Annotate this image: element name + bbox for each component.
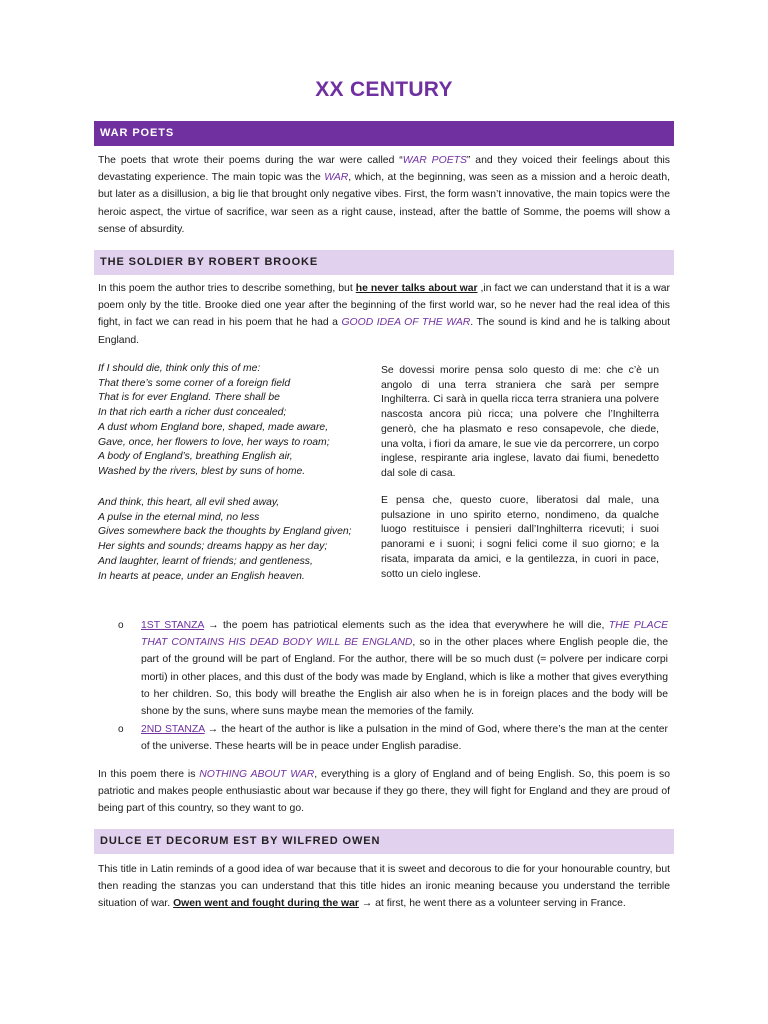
section-header-war-poets: WAR POETS: [94, 121, 674, 146]
poem-line: Washed by the rivers, blest by suns of home.: [98, 465, 306, 477]
section-header-dulce-et-decorum-est: DULCE ET DECORUM EST BY WILFRED OWEN: [94, 829, 674, 854]
poem-line: A pulse in the eternal mind, no less: [98, 511, 260, 523]
document-title: XX CENTURY: [315, 78, 453, 101]
emphasis-nothing-about-war: NOTHING ABOUT WAR: [199, 769, 315, 780]
poem-line: A body of England’s, breathing English air,: [98, 451, 293, 463]
emphasis-owen-fought: Owen went and fought during the war: [173, 898, 359, 910]
arrow-right-icon: →: [358, 898, 373, 910]
poem-line: Gave, once, her flowers to love, her ways to roam;: [98, 436, 330, 448]
section-header-the-soldier: THE SOLDIER BY ROBERT BROOKE: [94, 250, 674, 275]
stanza-1-label: 1ST STANZA: [141, 620, 204, 631]
poem-line: That is for ever England. There shall be: [98, 392, 280, 404]
emphasis-place-dead-body-england: THE PLACE THAT CONTAINS HIS DEAD BODY WILL BE ENGLAND: [141, 620, 669, 649]
bullet-first-stanza-text: 1ST STANZA → the poem has patriotical elements such as the idea that everywhere he will die, THE PLACE THAT CONTAINS HIS DEAD BODY WILL BE ENGLAND, so in the other places where English people die, the part of the ground will be part of England. For the author, there will be so much dust (= polvere per indicare corpi morti) in other places, and this dust of the body was made by England, which is like a mother that gives everything to her children. So, this body will breathe the English air also when he is in foreign places and the body will be shone by the suns, where suns maybe mean the memories of the family.: [141, 620, 669, 718]
arrow-right-icon: →: [207, 724, 219, 735]
arrow-right-icon: →: [208, 620, 219, 631]
poem-line: In that rich earth a richer dust concealed;: [98, 407, 287, 419]
poem-line: That there’s some corner of a foreign field: [98, 377, 291, 389]
bullet-marker: o: [118, 620, 124, 631]
poem-line: If I should die, think only this of me:: [98, 363, 261, 374]
bullet-second-stanza-text: 2ND STANZA → the heart of the author is like a pulsation in the mind of God, where there’s the man at the center of the universe. These hearts will be in peace under English paradise.: [141, 724, 669, 753]
poem-line: Her sights and sounds; dreams happy as her day;: [98, 541, 328, 553]
poem-line: A dust whom England bore, shaped, made aware,: [98, 421, 329, 433]
war-poets-paragraph: The poets that wrote their poems during the war were called “WAR POETS” and they voiced their feelings about this devastating experience. The main topic was the WAR, which, at the beginning, was seen as a mission and a heroic death, but later as a disillusion, a big lie that brought only negative vibes. First, the form wasn’t innovative, the main topics were the heroic aspect, the virtue of sacrifice, war seen as a right cause, instead, after the battle of Somme, the poems will show a sense of absurdity.: [98, 155, 670, 235]
soldier-paragraph: In this poem the author tries to describe something, but he never talks about war ,in fact we can understand that it is a war poem only by the title. Brooke died one year after the beginning of the first world war, so he never had the real idea of this fight, in fact we can read in his poem that he had a GOOD IDEA OF THE WAR. The sound is kind and he is talking about England.: [98, 283, 670, 346]
poem-line: Gives somewhere back the thoughts by England given;: [98, 526, 352, 538]
poem-stanza-2: [98, 496, 368, 584]
poem-stanza-1: [98, 362, 368, 480]
emphasis-war-poets: WAR POETS: [402, 155, 467, 166]
bullet-marker: o: [118, 724, 124, 735]
emphasis-war: WAR: [324, 172, 349, 184]
poem-line: In hearts at peace, under an English heaven.: [98, 570, 305, 582]
dulce-paragraph: This title in Latin reminds of a good idea of war because that it is sweet and decorous to die for your honourable country, but then reading the stanzas you can understand that this title hides an ironic meaning because you understand the terrible situation of war. Owen went and fought during the war → at first, he went there as a volunteer serving in France.: [98, 864, 670, 910]
poem-line: And think, this heart, all evil shed away,: [98, 497, 280, 508]
translation-stanza-2: E pensa che, questo cuore, liberatosi dal male, una pulsazione in uno spirito eterno, nondimeno, da qualche luogo restituisce i pensieri dall’Inghilterra ricevuti; i suoi panorami e i suoni; i sogni felici come il suo giorno; e la risata, imparata da amici, e la gentilezza, in cuori in pace, sotto un cielo inglese.: [381, 495, 659, 580]
poem-line: And laughter, learnt of friends; and gentleness,: [98, 555, 313, 567]
stanza-2-label: 2ND STANZA: [141, 724, 205, 735]
emphasis-never-talks-about-war: he never talks about war: [355, 283, 478, 294]
translation-stanza-1: Se dovessi morire pensa solo questo di me: che c’è un angolo di una terra straniera che sarà per sempre Inghilterra. Ci sarà in quella ricca terra straniera una polvere nascosta ancora più ricca; una polvere che l’Inghilterra generò, che ha plasmato e reso consapevole, che diede, una volta, i fiori da amare, le sue vie da percorrere, un corpo inglese, respirante aria inglese, lavato dai fiumi, benedetto dal sole di casa.: [381, 365, 659, 479]
emphasis-good-idea-of-war: GOOD IDEA OF THE WAR: [341, 317, 471, 329]
conclusion-paragraph: In this poem there is NOTHING ABOUT WAR, everything is a glory of England and of being English. So, this poem is so patriotic and makes people enthusiastic about war because if they go there, they will fight for England and they are proud of being part of this country, so they want to go.: [98, 769, 670, 815]
